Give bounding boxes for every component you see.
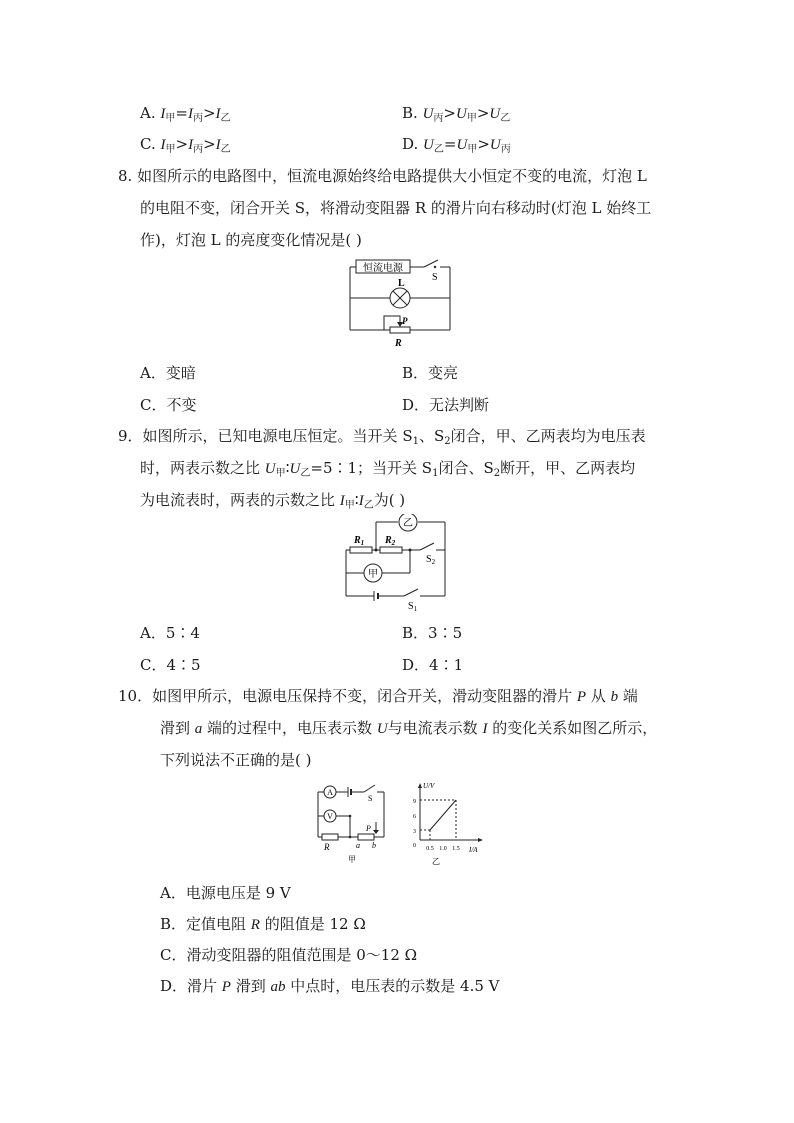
- q10-option-b: B．定值电阻 R 的阻值是 12 Ω: [160, 915, 366, 933]
- q9-circuit-diagram: [340, 514, 452, 614]
- q9-stem-line2: 时，两表示数之比 $U_甲∶U_乙=5∶1$；当开关 $S_1$闭合、$S_2$断开，甲、乙两表均: [140, 459, 636, 479]
- q8-option-a: A．变暗: [140, 364, 196, 382]
- resistor-label: R: [324, 842, 330, 852]
- q10-stem-line3: 下列说法不正确的是( ): [160, 751, 312, 769]
- q9-option-b: B．3∶5: [402, 624, 463, 642]
- xtick-1.5: 1.5: [452, 846, 460, 852]
- q8-option-b: B．变亮: [402, 364, 459, 382]
- q8-circuit-diagram: [340, 254, 460, 350]
- q7-option-c: C. $I_甲>I_丙>I_乙$: [140, 135, 231, 155]
- q10-stem-line2: 滑到 a 端的过程中，电压表示数 U与电流表示数 I 的变化关系如图乙所示，: [160, 719, 658, 737]
- s1-switch-blade: [404, 589, 418, 596]
- r2-resistor: [380, 547, 402, 553]
- lamp-label: L: [398, 278, 405, 289]
- r1-label: $R_1$: [354, 535, 365, 547]
- switch-label: S: [432, 272, 438, 283]
- q9-option-a: A．5∶4: [140, 624, 200, 642]
- s1-label: $S_1$: [408, 601, 418, 613]
- q9-option-d: D．4∶1: [402, 656, 464, 674]
- ytick-9: 9: [413, 799, 416, 805]
- ammeter-label: A: [327, 788, 333, 797]
- q10-option-c: C．滑动变阻器的阻值范围是 0～12 Ω: [160, 946, 418, 964]
- xtick-0.5: 0.5: [426, 846, 434, 852]
- end-a-label: a: [356, 841, 360, 850]
- xtick-1.0: 1.0: [439, 846, 447, 852]
- s2-label: $S_2$: [426, 554, 436, 566]
- q10-option-a: A．电源电压是 9 V: [160, 884, 291, 902]
- ytick-6: 6: [413, 814, 416, 820]
- q8-stem-line2: 的电阻不变，闭合开关 S，将滑动变阻器 R 的滑片向右移动时(灯泡 L 始终工: [140, 199, 652, 217]
- switch-blade: [424, 260, 438, 267]
- switch-label: S: [368, 794, 373, 803]
- q7-option-a: A. $I_甲=I_丙>I_乙$: [140, 104, 231, 124]
- q10-graph-yi: [400, 780, 486, 866]
- q10-circuit-jia: [314, 778, 398, 866]
- r2-label: $R_2$: [385, 535, 396, 547]
- slider-label: P: [366, 824, 371, 833]
- q10-stem-line1: 10．如图甲所示，电源电压保持不变，闭合开关，滑动变阻器的滑片 P 从 b 端: [118, 687, 638, 705]
- meter-yi-label: 乙: [403, 518, 413, 529]
- graph-caption: 乙: [432, 857, 440, 866]
- q10-option-d: D．滑片 P 滑到 ab 中点时，电压表的示数是 4.5 V: [160, 977, 500, 995]
- q7-option-d: D. $U_乙=U_甲>U_丙$: [402, 135, 511, 155]
- meter-jia-label: 甲: [368, 569, 378, 580]
- q8-stem-line3: 作)，灯泡 L 的亮度变化情况是( ): [140, 231, 362, 249]
- r1-resistor: [350, 547, 372, 553]
- end-b-label: b: [372, 841, 376, 850]
- rheostat-body: [390, 327, 410, 333]
- xtick-0: 0: [413, 843, 416, 849]
- q9-option-c: C．4∶5: [140, 656, 201, 674]
- graph-line: [430, 800, 456, 830]
- slider-label: P: [402, 316, 408, 326]
- s2-switch-blade: [420, 543, 434, 550]
- q9-stem-line1: 9．如图所示，已知电源电压恒定。当开关 $S_1$、$S_2$闭合，甲、乙两表均为电压表: [118, 427, 646, 447]
- q9-stem-line3: 为电流表时，两表的示数之比 $I_甲∶I_乙$为( ): [140, 491, 406, 511]
- q7-option-b: B. $U_丙>U_甲>U_乙$: [402, 104, 511, 124]
- q8-option-c: C．不变: [140, 396, 197, 414]
- resistor-r: [322, 834, 338, 840]
- graph-xlabel: I/A: [469, 846, 478, 854]
- q8-option-d: D．无法判断: [402, 396, 490, 414]
- voltmeter-label: V: [327, 812, 333, 821]
- rheostat-body: [358, 834, 374, 840]
- source-label: 恒流电源: [363, 263, 403, 274]
- resistor-label: R: [395, 338, 402, 349]
- graph-ylabel: U/V: [423, 782, 435, 790]
- q8-stem-line1: 8. 如图所示的电路图中，恒流电源始终给电路提供大小恒定不变的电流，灯泡 L: [118, 167, 647, 185]
- ytick-3: 3: [413, 829, 416, 835]
- switch-blade: [364, 785, 375, 792]
- circuit-caption: 甲: [348, 855, 356, 864]
